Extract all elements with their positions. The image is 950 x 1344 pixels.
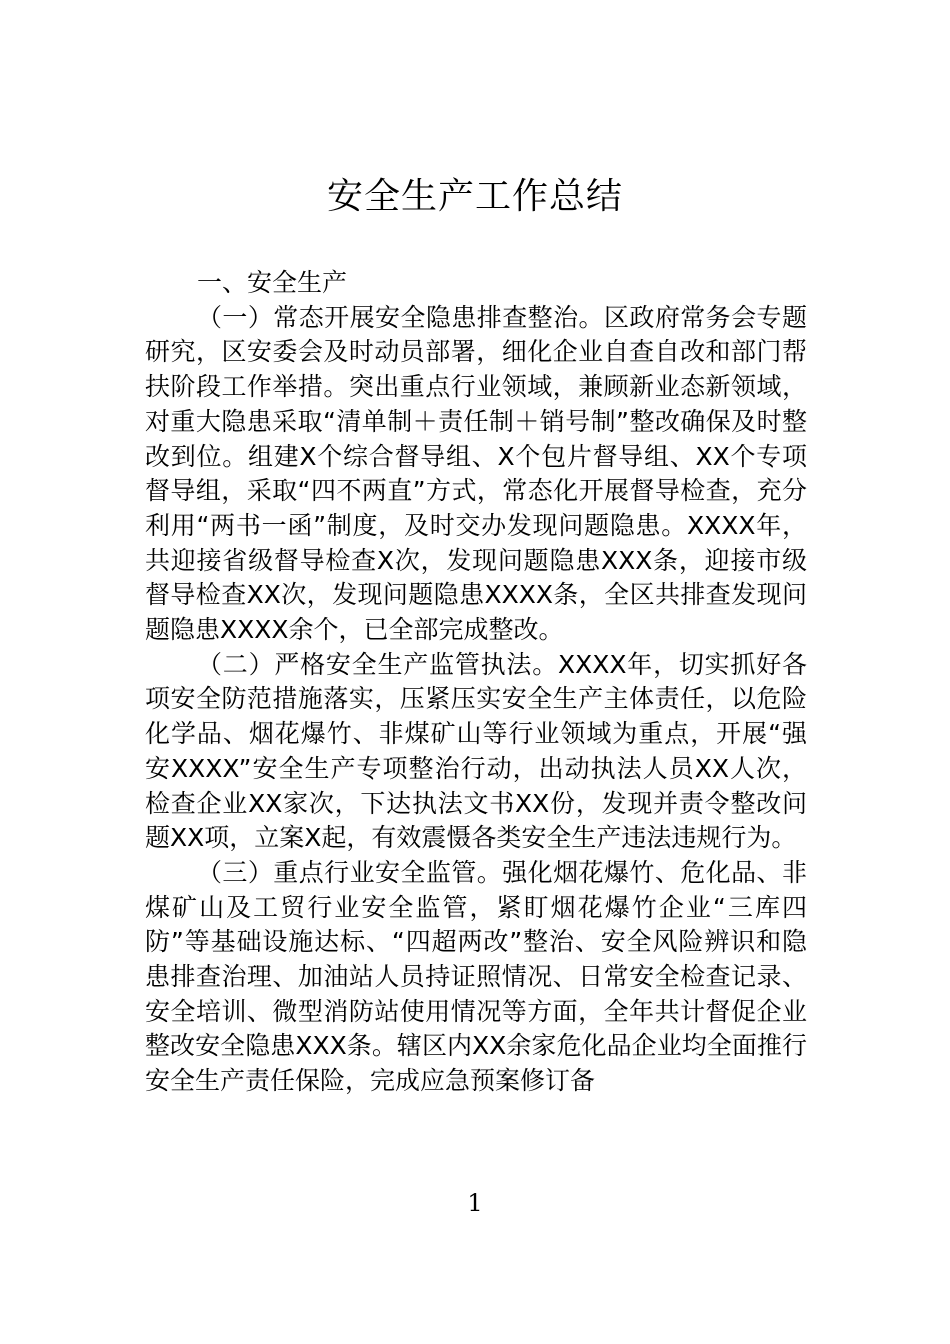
paragraph-2: （二）严格安全生产监管执法。XXXX年，切实抓好各项安全防范措施落实，压紧压实安全生产主体责任，以危险化学品、烟花爆竹、非煤矿山等行业领域为重点，开展“强安XXXX”安全生产专项整治行动，出动执法人员XX人次，检查企业XX家次，下达执法文书XX份，发现并责令整改问题XX项，立案X起，有效震慑各类安全生产违法违规行为。 bbox=[145, 649, 807, 853]
document-body bbox=[145, 266, 807, 1099]
document-title: 安全生产工作总结 bbox=[326, 176, 623, 217]
paragraph-1: （一）常态开展安全隐患排查整治。区政府常务会专题研究，区安委会及时动员部署，细化企业自查自改和部门帮扶阶段工作举措。突出重点行业领域，兼顾新业态新领域，对重大隐患采取“清单制＋责任制＋销号制”整改确保及时整改到位。组建X个综合督导组、X个包片督导组、XX个专项督导组，采取“四不两直”方式，常态化开展督导检查，充分利用“两书一函”制度，及时交办发现问题隐患。XXXX年，共迎接省级督导检查X次，发现问题隐患XXX条，迎接市级督导检查XX次，发现问题隐患XXXX条，全区共排查发现问题隐患XXXX余个，已全部完成整改。 bbox=[145, 302, 807, 645]
paragraph-3: （三）重点行业安全监管。强化烟花爆竹、危化品、非煤矿山及工贸行业安全监管，紧盯烟花爆竹企业“三库四防”等基础设施达标、“四超两改”整治、安全风险辨识和隐患排查治理、加油站人员持证照情况、日常安全检查记录、安全培训、微型消防站使用情况等方面，全年共计督促企业整改安全隐患XXX条。辖区内XX余家危化品企业均全面推行安全生产责任保险，完成应急预案修订备 bbox=[145, 857, 807, 1096]
page-number: 1 bbox=[467, 1189, 483, 1217]
section-heading: 一、安全生产 bbox=[197, 268, 348, 297]
